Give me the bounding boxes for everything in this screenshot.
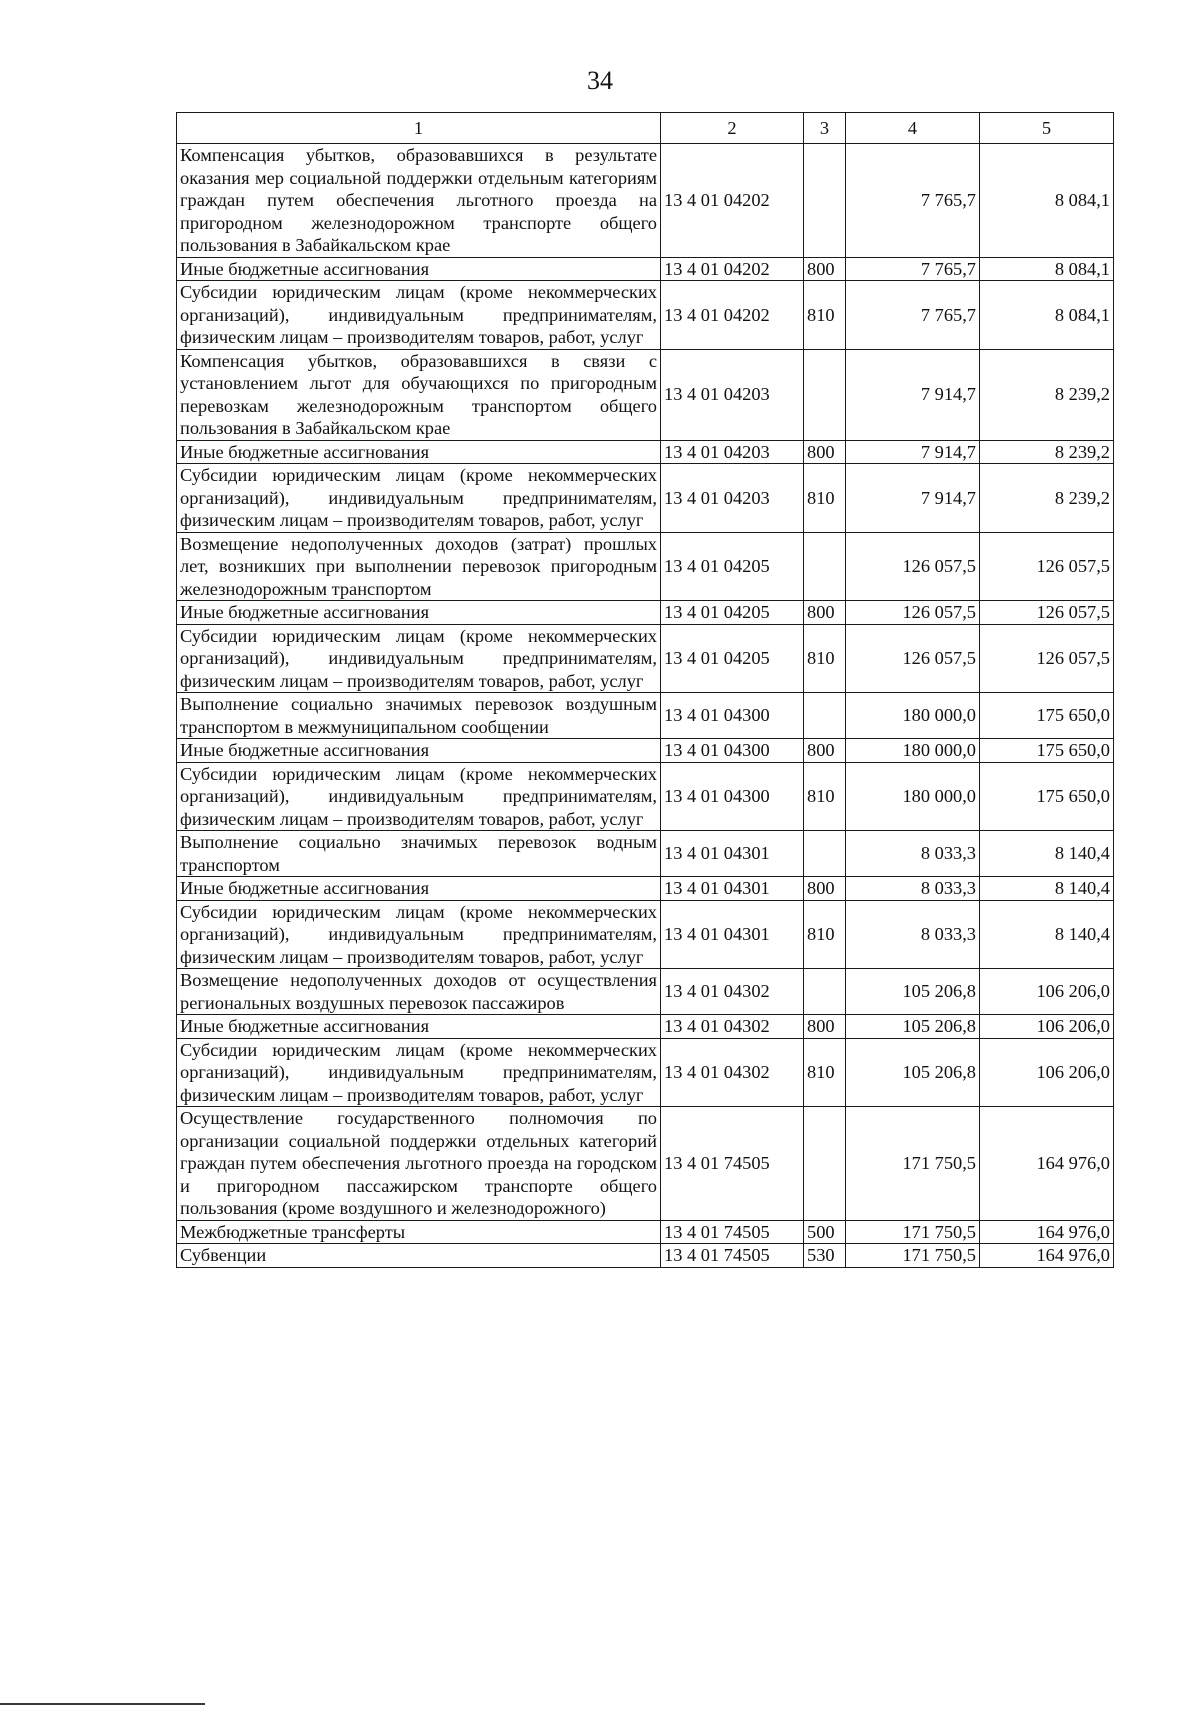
cell-name: Компенсация убытков, образовавшихся в результате оказания мер социальной поддержки отдельным категориям граждан путем обеспечения льготного проезда на пригородном железнодорожном транспорте общего пользования в Забайкальском крае (177, 144, 661, 258)
cell-expense-type: 810 (804, 624, 846, 693)
cell-amount-col5: 8 140,4 (980, 831, 1114, 877)
cell-amount-col5: 126 057,5 (980, 624, 1114, 693)
cell-expense-type: 800 (804, 601, 846, 625)
cell-target-code: 13 4 01 04302 (661, 1015, 804, 1039)
table-row (177, 349, 1114, 440)
cell-target-code: 13 4 01 04203 (661, 349, 804, 440)
cell-expense-type (804, 969, 846, 1015)
cell-amount-col5: 126 057,5 (980, 601, 1114, 625)
column-header-3: 3 (804, 113, 846, 144)
cell-amount-col5: 175 650,0 (980, 762, 1114, 831)
cell-name: Субсидии юридическим лицам (кроме некоммерческих организаций), индивидуальным предпринимателям, физическим лицам – производителям товаров, работ, услуг (177, 624, 661, 693)
cell-amount-col5: 175 650,0 (980, 693, 1114, 739)
cell-amount-col4: 7 765,7 (846, 144, 980, 258)
table-row (177, 1038, 1114, 1107)
table-row (177, 693, 1114, 739)
cell-amount-col4: 7 914,7 (846, 349, 980, 440)
cell-target-code: 13 4 01 74505 (661, 1220, 804, 1244)
table-row (177, 601, 1114, 625)
cell-amount-col4: 7 914,7 (846, 440, 980, 464)
cell-amount-col5: 164 976,0 (980, 1244, 1114, 1268)
cell-target-code: 13 4 01 74505 (661, 1107, 804, 1221)
cell-target-code: 13 4 01 04205 (661, 601, 804, 625)
cell-name: Выполнение социально значимых перевозок воздушным транспортом в межмуниципальном сообщении (177, 693, 661, 739)
cell-amount-col5: 106 206,0 (980, 969, 1114, 1015)
column-header-1: 1 (177, 113, 661, 144)
cell-name: Субсидии юридическим лицам (кроме некоммерческих организаций), индивидуальным предпринимателям, физическим лицам – производителям товаров, работ, услуг (177, 464, 661, 533)
cell-amount-col4: 7 765,7 (846, 281, 980, 350)
cell-name: Осуществление государственного полномочия по организации социальной поддержки отдельных категорий граждан путем обеспечения льготного проезда на городском и пригородном пассажирском транспорте общего пользования (кроме воздушного и железнодорожного) (177, 1107, 661, 1221)
table-row (177, 900, 1114, 969)
cell-name: Субвенции (177, 1244, 661, 1268)
cell-expense-type: 810 (804, 281, 846, 350)
cell-name: Возмещение недополученных доходов от осуществления региональных воздушных перевозок пассажиров (177, 969, 661, 1015)
table-row (177, 1244, 1114, 1268)
cell-name: Возмещение недополученных доходов (затрат) прошлых лет, возникших при выполнении перевозок пригородным железнодорожным транспортом (177, 532, 661, 601)
cell-amount-col5: 8 239,2 (980, 464, 1114, 533)
cell-name: Иные бюджетные ассигнования (177, 877, 661, 901)
cell-target-code: 13 4 01 04202 (661, 281, 804, 350)
cell-target-code: 13 4 01 04301 (661, 831, 804, 877)
cell-target-code: 13 4 01 04300 (661, 762, 804, 831)
cell-amount-col4: 105 206,8 (846, 1038, 980, 1107)
cell-expense-type: 800 (804, 1015, 846, 1039)
cell-amount-col5: 8 239,2 (980, 349, 1114, 440)
table-row (177, 1220, 1114, 1244)
table-row (177, 739, 1114, 763)
table-row (177, 281, 1114, 350)
cell-amount-col5: 8 239,2 (980, 440, 1114, 464)
cell-amount-col4: 8 033,3 (846, 900, 980, 969)
cell-expense-type: 800 (804, 257, 846, 281)
cell-expense-type: 810 (804, 900, 846, 969)
column-header-4: 4 (846, 113, 980, 144)
cell-amount-col4: 105 206,8 (846, 1015, 980, 1039)
cell-name: Иные бюджетные ассигнования (177, 601, 661, 625)
cell-expense-type: 810 (804, 464, 846, 533)
cell-expense-type: 500 (804, 1220, 846, 1244)
cell-name: Иные бюджетные ассигнования (177, 440, 661, 464)
table-row (177, 762, 1114, 831)
cell-amount-col4: 8 033,3 (846, 877, 980, 901)
table-row (177, 877, 1114, 901)
header-row (177, 113, 1114, 144)
cell-name: Выполнение социально значимых перевозок водным транспортом (177, 831, 661, 877)
cell-amount-col4: 180 000,0 (846, 739, 980, 763)
cell-amount-col4: 8 033,3 (846, 831, 980, 877)
cell-name: Компенсация убытков, образовавшихся в связи с установлением льгот для обучающихся по пригородным перевозкам железнодорожным транспортом общего пользования в Забайкальском крае (177, 349, 661, 440)
cell-amount-col4: 105 206,8 (846, 969, 980, 1015)
cell-name: Субсидии юридическим лицам (кроме некоммерческих организаций), индивидуальным предпринимателям, физическим лицам – производителям товаров, работ, услуг (177, 1038, 661, 1107)
cell-amount-col5: 175 650,0 (980, 739, 1114, 763)
table-row (177, 464, 1114, 533)
page-number: 34 (587, 66, 613, 95)
cell-name: Иные бюджетные ассигнования (177, 257, 661, 281)
cell-target-code: 13 4 01 04203 (661, 440, 804, 464)
table-header (177, 113, 1114, 144)
cell-expense-type: 800 (804, 877, 846, 901)
cell-amount-col5: 126 057,5 (980, 532, 1114, 601)
cell-name: Иные бюджетные ассигнования (177, 739, 661, 763)
cell-target-code: 13 4 01 04202 (661, 144, 804, 258)
table-row (177, 440, 1114, 464)
cell-amount-col4: 126 057,5 (846, 601, 980, 625)
cell-amount-col5: 106 206,0 (980, 1015, 1114, 1039)
cell-target-code: 13 4 01 04205 (661, 532, 804, 601)
cell-target-code: 13 4 01 74505 (661, 1244, 804, 1268)
cell-expense-type (804, 693, 846, 739)
cell-name: Иные бюджетные ассигнования (177, 1015, 661, 1039)
cell-expense-type (804, 144, 846, 258)
table-row (177, 1107, 1114, 1221)
scan-edge-line (0, 1703, 205, 1705)
cell-name: Субсидии юридическим лицам (кроме некоммерческих организаций), индивидуальным предпринимателям, физическим лицам – производителям товаров, работ, услуг (177, 762, 661, 831)
cell-target-code: 13 4 01 04301 (661, 877, 804, 901)
cell-expense-type: 800 (804, 440, 846, 464)
column-header-2: 2 (661, 113, 804, 144)
cell-expense-type (804, 1107, 846, 1221)
cell-expense-type: 530 (804, 1244, 846, 1268)
cell-amount-col5: 8 140,4 (980, 877, 1114, 901)
cell-amount-col5: 164 976,0 (980, 1107, 1114, 1221)
cell-target-code: 13 4 01 04203 (661, 464, 804, 533)
cell-amount-col4: 7 914,7 (846, 464, 980, 533)
table-row (177, 257, 1114, 281)
table-row (177, 969, 1114, 1015)
cell-expense-type: 810 (804, 1038, 846, 1107)
cell-target-code: 13 4 01 04300 (661, 739, 804, 763)
cell-amount-col4: 171 750,5 (846, 1107, 980, 1221)
budget-table (176, 112, 1114, 1268)
cell-amount-col5: 164 976,0 (980, 1220, 1114, 1244)
table-row (177, 1015, 1114, 1039)
cell-target-code: 13 4 01 04202 (661, 257, 804, 281)
cell-amount-col5: 8 084,1 (980, 281, 1114, 350)
cell-expense-type (804, 349, 846, 440)
cell-amount-col5: 8 140,4 (980, 900, 1114, 969)
table-row (177, 144, 1114, 258)
cell-name: Субсидии юридическим лицам (кроме некоммерческих организаций), индивидуальным предпринимателям, физическим лицам – производителям товаров, работ, услуг (177, 900, 661, 969)
cell-target-code: 13 4 01 04301 (661, 900, 804, 969)
cell-name: Межбюджетные трансферты (177, 1220, 661, 1244)
cell-target-code: 13 4 01 04300 (661, 693, 804, 739)
cell-expense-type (804, 532, 846, 601)
cell-name: Субсидии юридическим лицам (кроме некоммерческих организаций), индивидуальным предпринимателям, физическим лицам – производителям товаров, работ, услуг (177, 281, 661, 350)
column-header-5: 5 (980, 113, 1114, 144)
table-body (177, 144, 1114, 1268)
cell-expense-type: 810 (804, 762, 846, 831)
cell-expense-type: 800 (804, 739, 846, 763)
cell-amount-col4: 126 057,5 (846, 532, 980, 601)
table-row (177, 532, 1114, 601)
cell-amount-col5: 106 206,0 (980, 1038, 1114, 1107)
cell-amount-col4: 180 000,0 (846, 693, 980, 739)
cell-target-code: 13 4 01 04302 (661, 969, 804, 1015)
cell-amount-col5: 8 084,1 (980, 144, 1114, 258)
cell-target-code: 13 4 01 04302 (661, 1038, 804, 1107)
table-row (177, 624, 1114, 693)
cell-amount-col4: 171 750,5 (846, 1220, 980, 1244)
cell-amount-col4: 126 057,5 (846, 624, 980, 693)
cell-amount-col4: 171 750,5 (846, 1244, 980, 1268)
cell-amount-col4: 180 000,0 (846, 762, 980, 831)
cell-expense-type (804, 831, 846, 877)
cell-amount-col4: 7 765,7 (846, 257, 980, 281)
cell-target-code: 13 4 01 04205 (661, 624, 804, 693)
table-row (177, 831, 1114, 877)
cell-amount-col5: 8 084,1 (980, 257, 1114, 281)
